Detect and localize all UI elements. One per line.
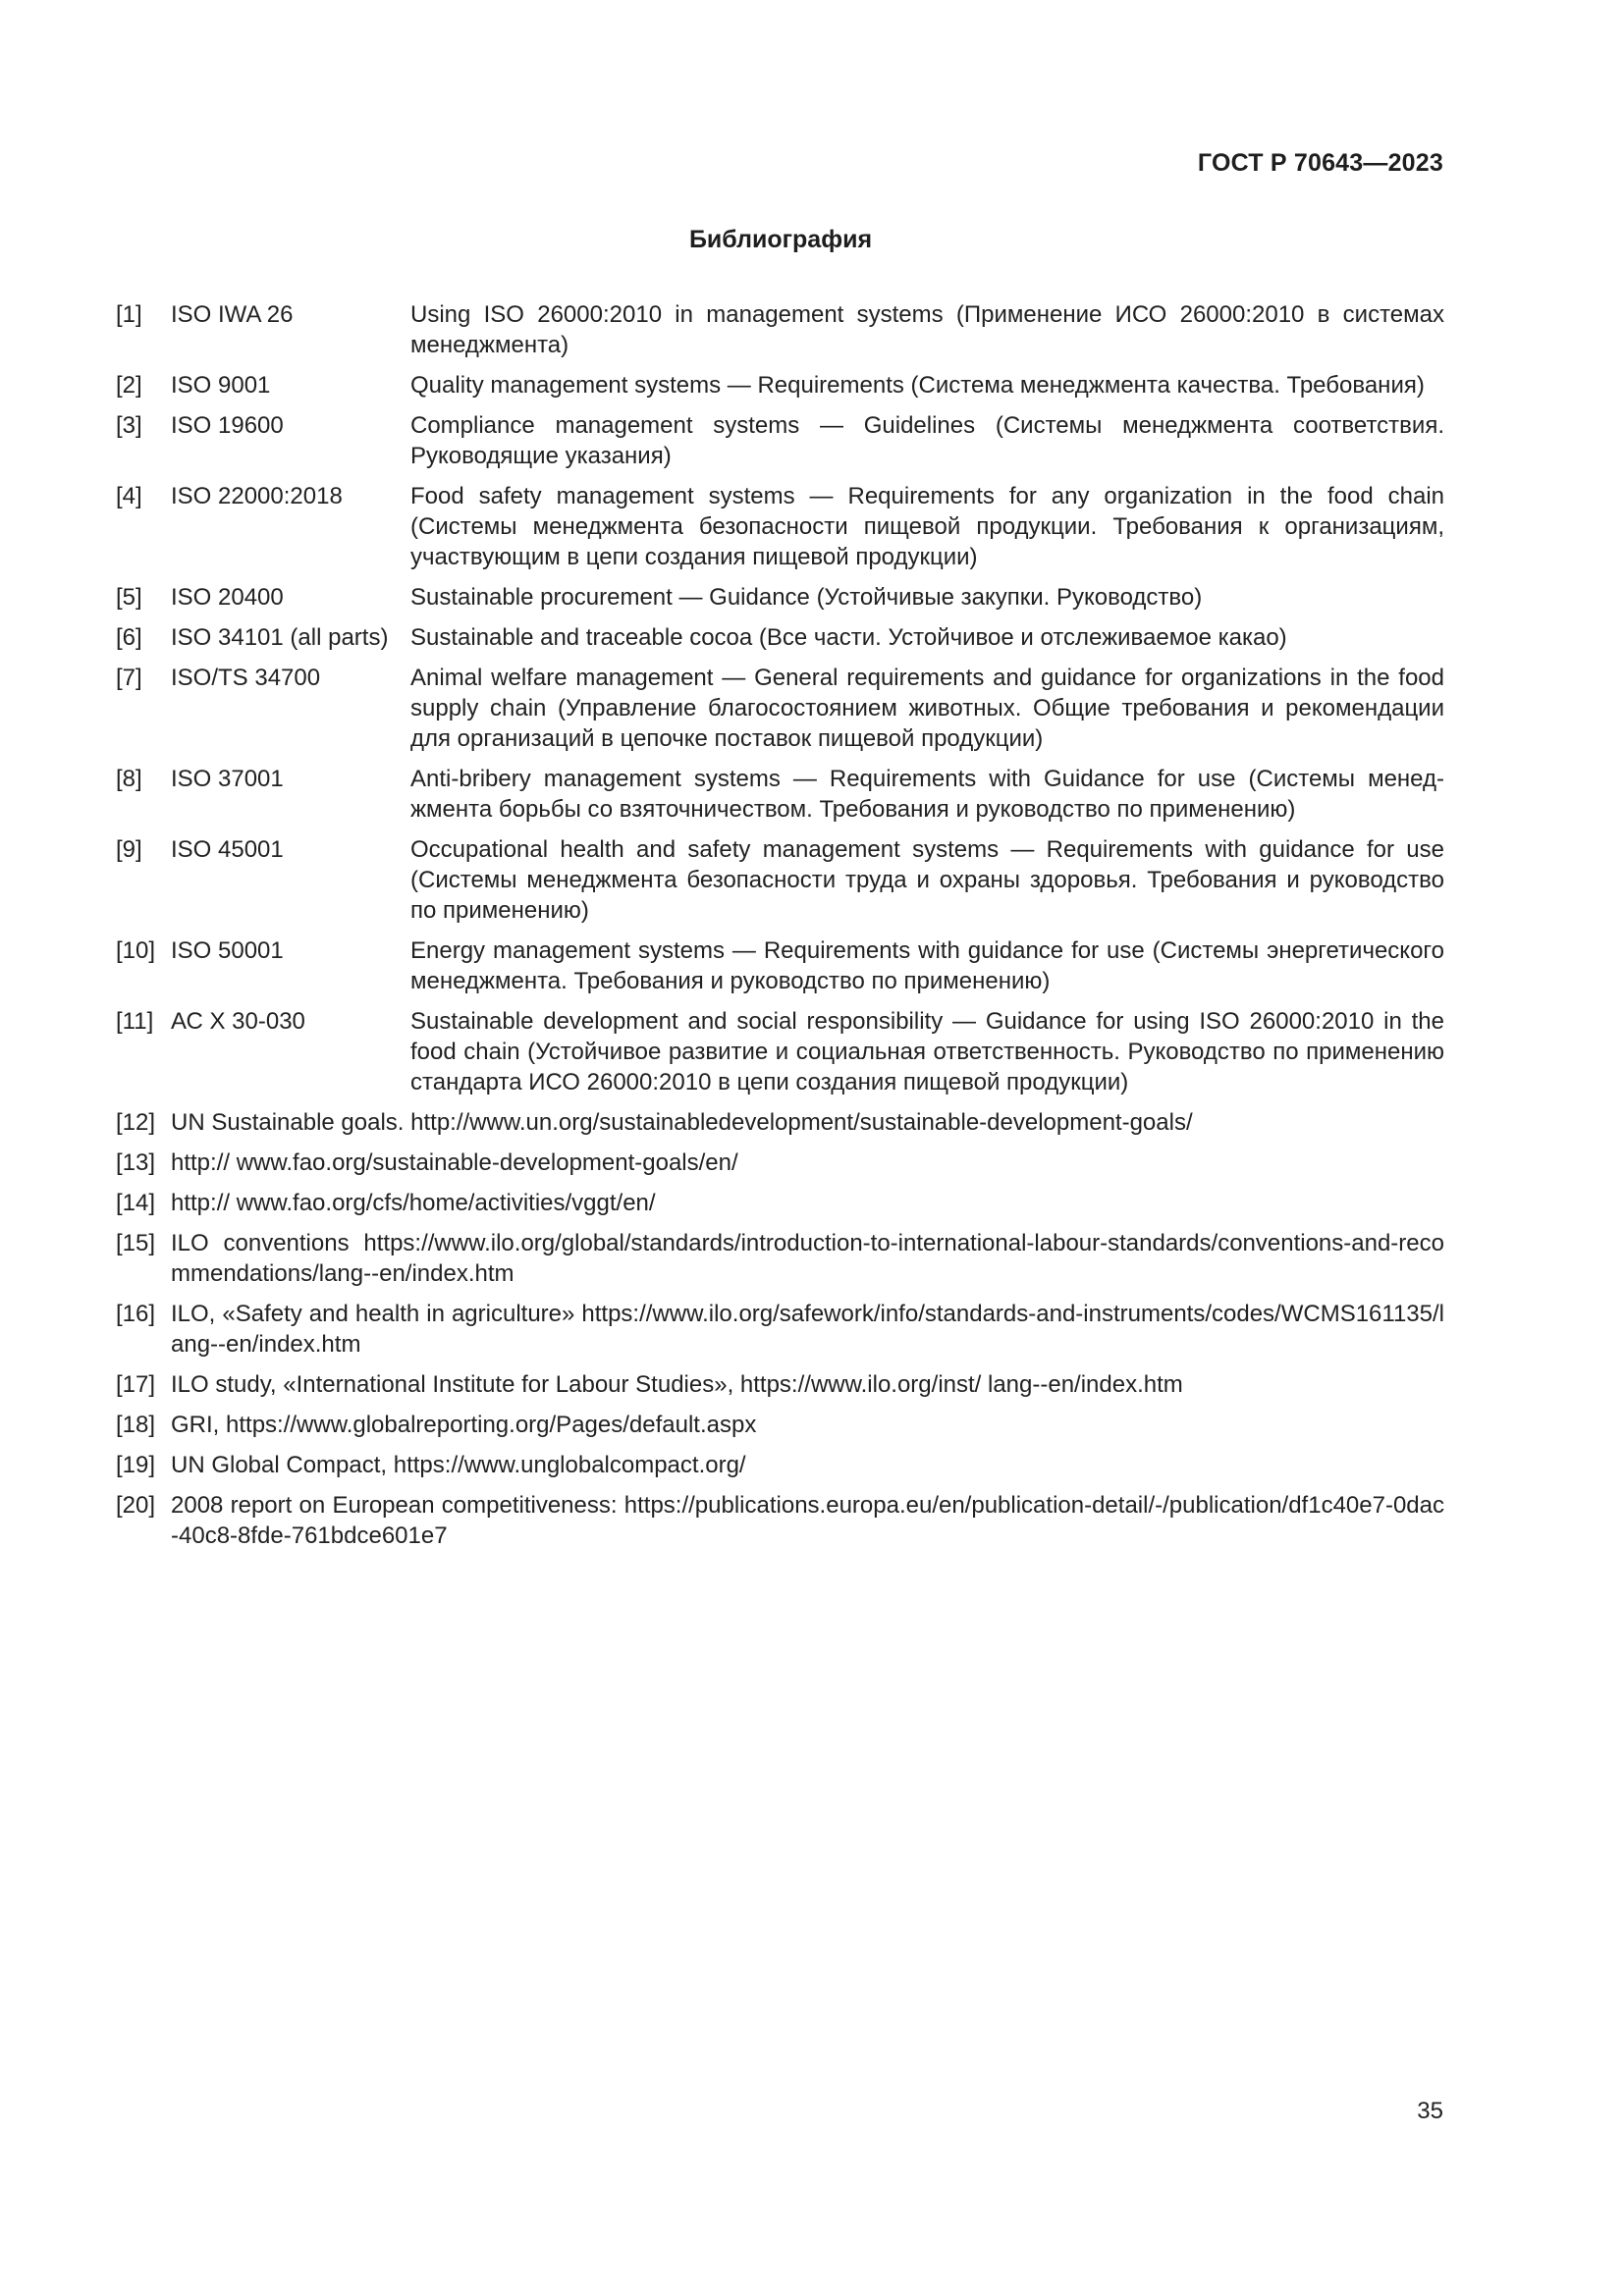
reference-number: [1] — [116, 301, 142, 328]
reference-entry — [116, 1450, 1444, 1480]
reference-entry — [116, 663, 1444, 754]
reference-entry — [116, 1228, 1444, 1289]
reference-entry — [116, 582, 1444, 613]
reference-entry — [116, 370, 1444, 400]
reference-number: [8] — [116, 766, 142, 792]
reference-entry — [116, 834, 1444, 926]
reference-list — [116, 299, 1444, 1561]
standard-code: ISO 9001 — [171, 372, 271, 399]
reference-number: [13] — [116, 1149, 156, 1176]
standard-title: Energy management systems — Requirements with guidance for use (Системы энергетического менеджмента. Требования и руководство по применению) — [410, 937, 1444, 994]
document-code: ГОСТ Р 70643—2023 — [1197, 149, 1443, 177]
reference-entry — [116, 1369, 1444, 1400]
reference-text: UN Global Compact, https://www.unglobalcompact.org/ — [171, 1452, 746, 1478]
standard-code: ISO 19600 — [171, 412, 284, 439]
reference-number: [10] — [116, 937, 156, 964]
bibliography-title: Библиография — [688, 226, 873, 253]
page-number: 35 — [1417, 2098, 1443, 2124]
reference-entry — [116, 764, 1444, 825]
standard-code: ISO 45001 — [171, 836, 284, 863]
standard-code: ISO IWA 26 — [171, 301, 294, 328]
reference-number: [14] — [116, 1190, 156, 1216]
standard-code: АС X 30-030 — [171, 1008, 305, 1035]
reference-entry — [116, 410, 1444, 471]
reference-number: [6] — [116, 624, 142, 651]
reference-number: [20] — [116, 1492, 156, 1519]
reference-number: [19] — [116, 1452, 156, 1478]
reference-number: [11] — [116, 1008, 154, 1035]
standard-title: Sustainable procurement — Guidance (Устойчивые закупки. Руководство) — [410, 584, 1203, 611]
reference-text: http:// www.fao.org/cfs/home/activities/vggt/en/ — [171, 1190, 656, 1216]
reference-number: [7] — [116, 665, 142, 691]
reference-text: http:// www.fao.org/sustainable-development-goals/en/ — [171, 1149, 738, 1176]
reference-entry — [116, 299, 1444, 360]
reference-text: ILO, «Safety and health in agriculture» https://www.ilo.org/safework/info/standards-and-instruments/codes/WCMS161135/lang--en/index.htm — [171, 1301, 1444, 1358]
reference-entry — [116, 481, 1444, 572]
reference-number: [3] — [116, 412, 142, 439]
reference-entry — [116, 1148, 1444, 1178]
standard-code: ISO 50001 — [171, 937, 284, 964]
standard-title: Food safety management systems — Requirements for any organization in the food chain (Системы менеджмента безопасности пищевой продукции. Требования к организациям, участвующим в цепи создания пищевой продукции) — [410, 483, 1444, 570]
reference-number: [12] — [116, 1109, 156, 1136]
standard-title: Animal welfare management — General requirements and guidance for organizations in the food supply chain (Управление благосостоянием животных. Общие требования и рекомендации для организаций в цепочке поставок пищевой продукции) — [410, 665, 1444, 752]
reference-text: GRI, https://www.globalreporting.org/Pages/default.aspx — [171, 1412, 757, 1438]
reference-entry — [116, 1188, 1444, 1218]
reference-text: ILO study, «International Institute for Labour Studies», https://www.ilo.org/inst/ lang--en/index.htm — [171, 1371, 1183, 1398]
standard-title: Anti-bribery management systems — Requirements with Guidance for use (Системы менеджмента борьбы со взяточничеством. Требования и руководство по применению) — [410, 766, 1444, 823]
standard-title: Compliance management systems — Guidelines (Системы менеджмента соответствия. Руководящие указания) — [410, 412, 1444, 469]
reference-number: [18] — [116, 1412, 156, 1438]
reference-number: [5] — [116, 584, 142, 611]
standard-title: Quality management systems — Requirements (Система менеджмента качества. Требования) — [410, 372, 1425, 399]
standard-code: ISO 37001 — [171, 766, 284, 792]
reference-entry — [116, 1410, 1444, 1440]
standard-code: ISO 22000:2018 — [171, 483, 343, 509]
reference-text: 2008 report on European competitiveness: https://publications.europa.eu/en/publication-detail/-/publication/df1c40e7-0dac-40c8-8fde-761bdce601e7 — [171, 1492, 1444, 1549]
reference-number: [16] — [116, 1301, 156, 1327]
standard-title: Using ISO 26000:2010 in management systems (Применение ИСО 26000:2010 в системах менеджмента) — [410, 301, 1444, 358]
standard-title: Occupational health and safety management systems — Requirements with guidance for use (Системы менеджмента безопасности труда и охраны здоровья. Требования и руководство по применению) — [410, 836, 1444, 924]
standard-code: ISO 34101 (all parts) — [171, 624, 389, 651]
reference-number: [4] — [116, 483, 142, 509]
reference-number: [17] — [116, 1371, 156, 1398]
reference-entry — [116, 1006, 1444, 1097]
reference-number: [9] — [116, 836, 142, 863]
reference-entry — [116, 622, 1444, 653]
reference-number: [2] — [116, 372, 142, 399]
standard-title: Sustainable and traceable cocoa (Все части. Устойчивое и отслеживаемое какао) — [410, 624, 1287, 651]
standard-code: ISO/TS 34700 — [171, 665, 321, 691]
reference-text: UN Sustainable goals. http://www.un.org/sustainabledevelopment/sustainable-development-goals/ — [171, 1109, 1193, 1136]
standard-title: Sustainable development and social responsibility — Guidance for using ISO 26000:2010 in the food chain (Устойчивое развитие и социальная ответственность. Руководство по применению стандарта ИСО 26000:2010 в цепи создания пищевой продукции) — [410, 1008, 1444, 1095]
standard-code: ISO 20400 — [171, 584, 284, 611]
reference-entry — [116, 935, 1444, 996]
reference-entry — [116, 1107, 1444, 1138]
reference-entry — [116, 1299, 1444, 1360]
reference-number: [15] — [116, 1230, 156, 1256]
reference-text: ILO conventions https://www.ilo.org/global/standards/introduction-to-international-labour-standards/conventions-and-recommendations/lang--en/index.htm — [171, 1230, 1444, 1287]
reference-entry — [116, 1490, 1444, 1551]
